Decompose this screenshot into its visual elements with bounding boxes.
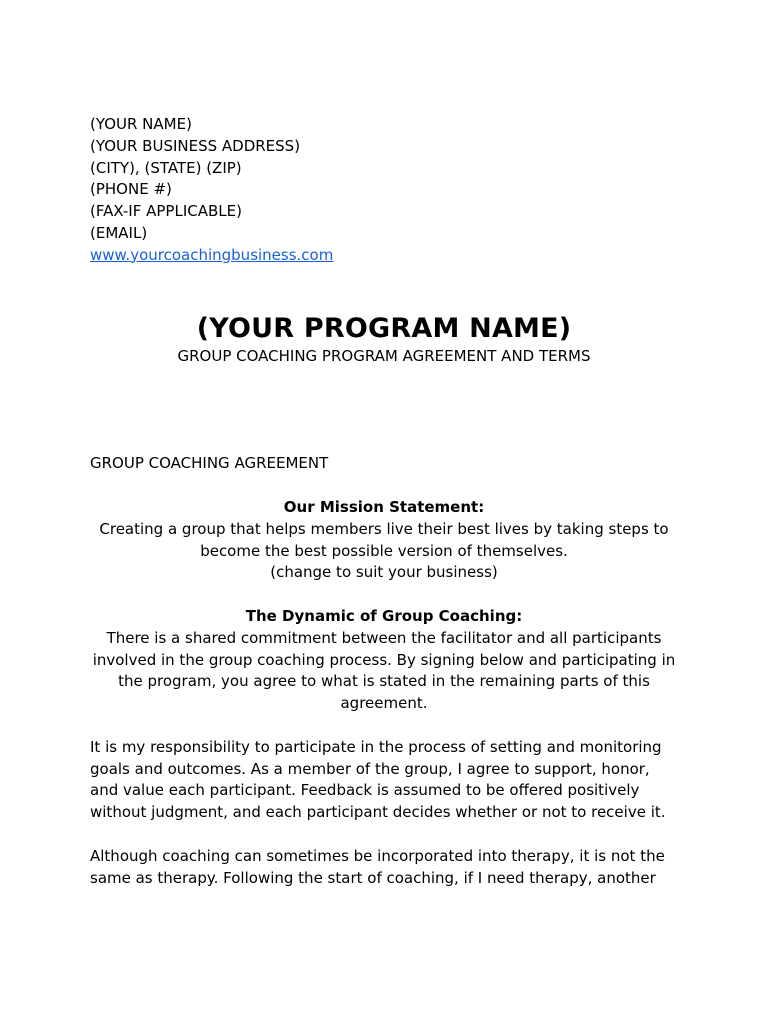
paragraph-line: without judgment, and each participant decides whether or not to receive it.	[90, 803, 666, 822]
mission-note: (change to suit your business)	[270, 563, 498, 582]
dynamic-line: the program, you agree to what is stated in the remaining parts of this	[118, 672, 650, 691]
dynamic-section	[90, 606, 678, 715]
program-title: (YOUR PROGRAM NAME)	[196, 312, 572, 344]
paragraph-line: Although coaching can sometimes be incorporated into therapy, it is not the	[90, 846, 665, 865]
paragraph-line: goals and outcomes. As a member of the group, I agree to support, honor,	[90, 759, 650, 778]
dynamic-line: involved in the group coaching process. By signing below and participating in	[92, 650, 676, 669]
document-content	[90, 114, 678, 889]
mission-line: become the best possible version of themselves.	[200, 541, 568, 560]
responsibility-paragraph	[90, 737, 678, 824]
contact-phone: (PHONE #)	[90, 180, 172, 199]
contact-name: (YOUR NAME)	[90, 115, 192, 133]
dynamic-title: The Dynamic of Group Coaching:	[245, 606, 523, 625]
agreement-heading: GROUP COACHING AGREEMENT	[90, 454, 329, 473]
therapy-paragraph	[90, 846, 678, 890]
paragraph-line: It is my responsibility to participate in the process of setting and monitoring	[90, 737, 662, 756]
website-link[interactable]: www.yourcoachingbusiness.com	[90, 245, 334, 264]
dynamic-line: agreement.	[340, 694, 428, 713]
paragraph-line: and value each participant. Feedback is assumed to be offered positively	[90, 781, 640, 800]
contact-email: (EMAIL)	[90, 223, 148, 242]
dynamic-line: There is a shared commitment between the facilitator and all participants	[106, 628, 662, 647]
mission-title: Our Mission Statement:	[283, 497, 485, 516]
program-subtitle: GROUP COACHING PROGRAM AGREEMENT AND TERMS	[177, 346, 591, 365]
contact-address: (YOUR BUSINESS ADDRESS)	[90, 136, 301, 155]
contact-fax: (FAX-IF APPLICABLE)	[90, 202, 242, 221]
mission-line: Creating a group that helps members live their best lives by taking steps to	[99, 519, 669, 538]
contact-block	[90, 114, 678, 267]
paragraph-line: same as therapy. Following the start of coaching, if I need therapy, another	[90, 868, 656, 887]
mission-section	[90, 497, 678, 584]
contact-city-state-zip: (CITY), (STATE) (ZIP)	[90, 158, 242, 177]
